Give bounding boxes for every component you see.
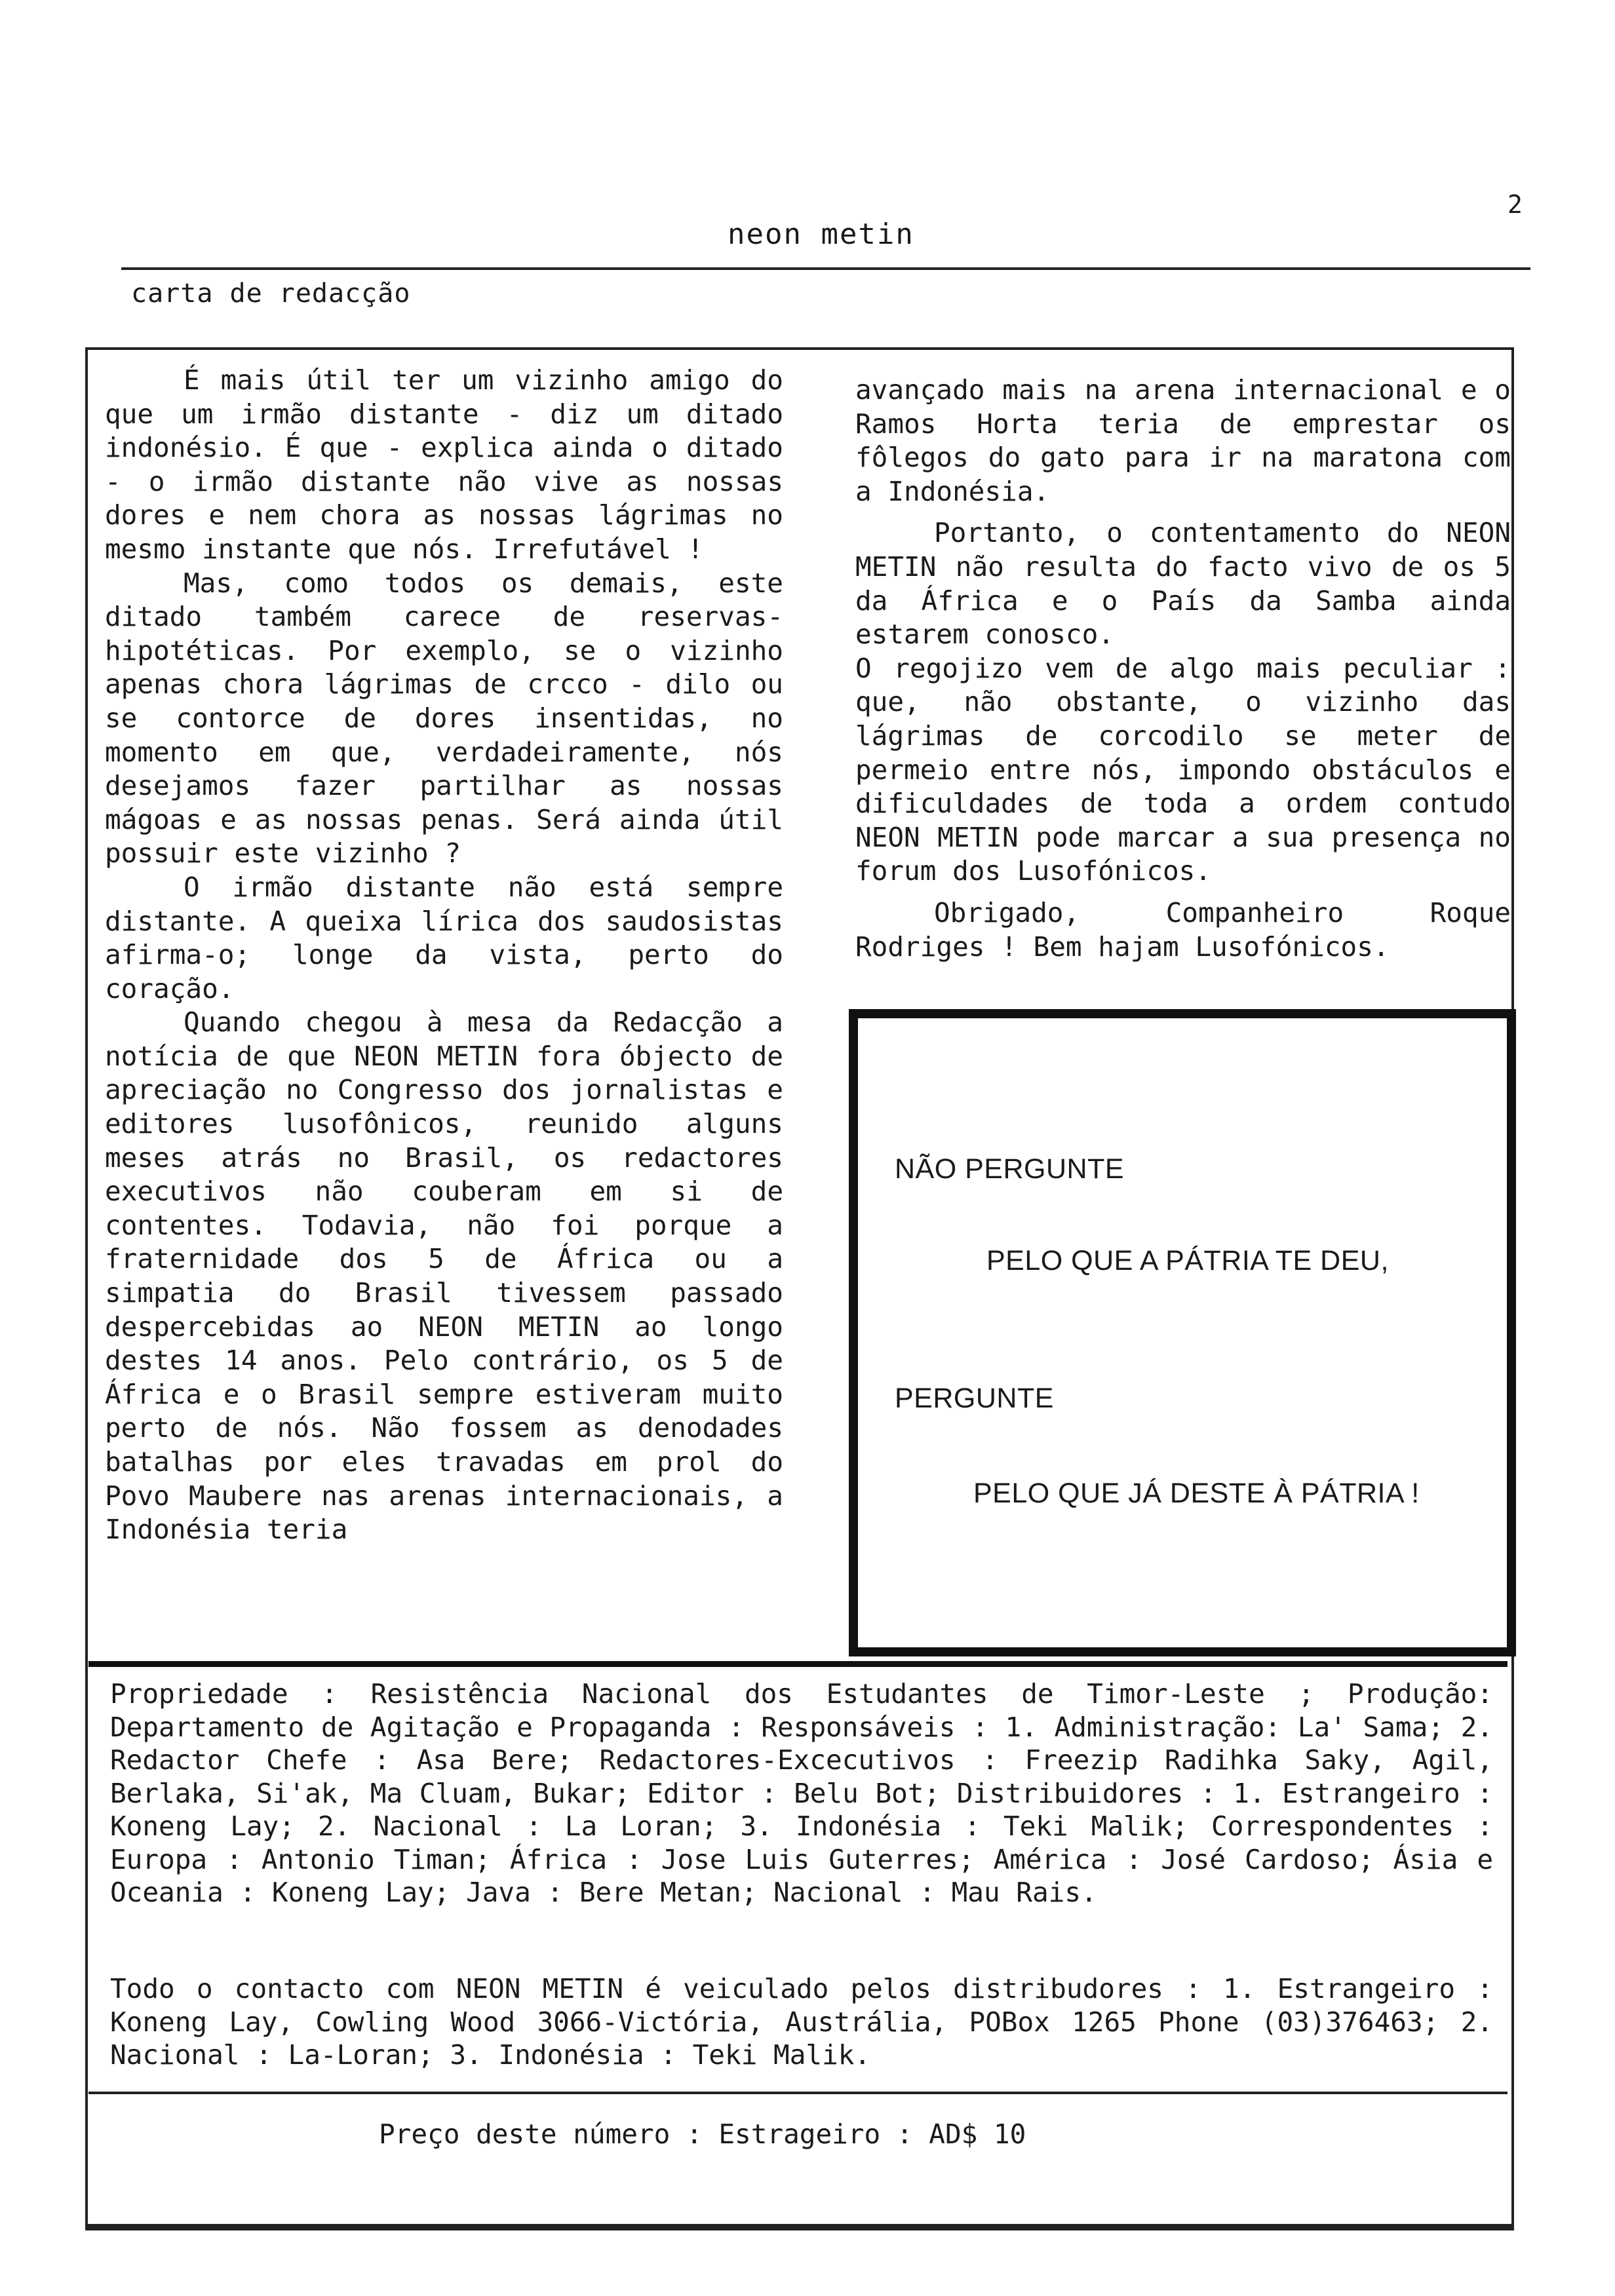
quote-line: NÃO PERGUNTE — [895, 1153, 1125, 1185]
article-paragraph: Obrigado, Companheiro Roque Rodriges ! Bem hajam Lusofónicos. — [855, 896, 1511, 963]
quote-line: PERGUNTE — [895, 1383, 1054, 1414]
section-heading: carta de redacção — [131, 278, 411, 309]
credits-text: Propriedade : Resistência Nacional dos Estudantes de Timor-Leste ; Produção: Departamento de Agitação e Propaganda : Responsáveis : 1. Administração: La' Sama; 2. Redactor Chefe : Asa Bere; Redactores-Excecutivos : Freezip Radihka Saky, Agil, Berlaka, Si'ak, Ma Cluam, Bukar; Editor : Belu Bot; Distribuidores : 1. Estrangeiro : Koneng Lay; 2. Nacional : La Loran; 3. Indonésia : Teki Malik; Correspondentes : Europa : Antonio Timan; África : Jose Luis Guterres; América : José Cardoso; Ásia e Oceania : Koneng Lay; Java : Bere Metan; Nacional : Mau Rais. — [110, 1678, 1493, 1908]
article-paragraph: É mais útil ter um vizinho amigo do que um irmão distante - diz um ditado indonésio. É que - explica ainda o ditado - o irmão distante não vive as nossas dores e nem chora as nossas lágrimas no mesmo instante que nós. Irrefutável ! — [105, 364, 783, 565]
page-number: 2 — [1508, 190, 1523, 219]
masthead-title: neon metin — [728, 218, 914, 251]
contact-text: Todo o contacto com NEON METIN é veiculado pelos distribudores : 1. Estrangeiro : Koneng Lay, Cowling Wood 3066-Victória, Austrália, POBox 1265 Phone (03)376463; 2. Nacional : La-Loran; 3. Indonésia : Teki Malik. — [110, 1973, 1493, 2071]
article-paragraph: Quando chegou à mesa da Redacção a notícia de que NEON METIN fora óbjecto de apreciação no Congresso dos jornalistas e editores lusofônicos, reunido alguns meses atrás no Brasil, os redactores executivos não couberam em si de contentes. Todavia, não foi porque a fraternidade dos 5 de África ou a simpatia do Brasil tivessem passado despercebidas ao NEON METIN ao longo destes 14 anos. Pelo contrário, os 5 de África e o Brasil sempre estiveram muito perto de nós. Não fossem as denodades batalhas por eles travadas em prol do Povo Maubere nas arenas internacionais, a Indonésia teria — [105, 1006, 783, 1546]
price-divider — [88, 2092, 1508, 2094]
header-rule — [121, 267, 1530, 270]
quote-line: PELO QUE JÁ DESTE À PÁTRIA ! — [973, 1478, 1420, 1509]
quote-line: PELO QUE A PÁTRIA TE DEU, — [986, 1245, 1389, 1276]
footer-divider — [88, 1661, 1508, 1667]
article-paragraph: O irmão distante não está sempre distante. A queixa lírica dos saudosistas afirma-o; longe da vista, perto do coração. — [105, 871, 783, 1004]
quote-box — [849, 1009, 1516, 1656]
article-column-left — [105, 364, 783, 1547]
price-text: Preço deste número : Estrageiro : AD$ 10 — [379, 2118, 1026, 2150]
article-column-right — [855, 373, 1511, 964]
article-paragraph: avançado mais na arena internacional e o Ramos Horta teria de emprestar os fôlegos do gato para ir na maratona com a Indonésia. — [855, 374, 1511, 507]
article-paragraph: Mas, como todos os demais, este ditado também carece de reservas-hipotéticas. Por exemplo, se o vizinho apenas chora lágrimas de crcco - dilo ou se contorce de dores insentidas, no momento em que, verdadeiramente, nós desejamos fazer partilhar as nossas mágoas e as nossas penas. Será ainda útil possuir este vizinho ? — [105, 567, 783, 870]
article-paragraph: Portanto, o contentamento do NEON METIN não resulta do facto vivo de os 5 da África e o País da Samba ainda estarem conosco. — [855, 517, 1511, 651]
article-paragraph: O regojizo vem de algo mais peculiar : que, não obstante, o vizinho das lágrimas de corcodilo se meter de permeio entre nós, impondo obstáculos e dificuldades de toda a ordem contudo NEON METIN pode marcar a sua presença no forum dos Lusofónicos. — [855, 652, 1511, 887]
